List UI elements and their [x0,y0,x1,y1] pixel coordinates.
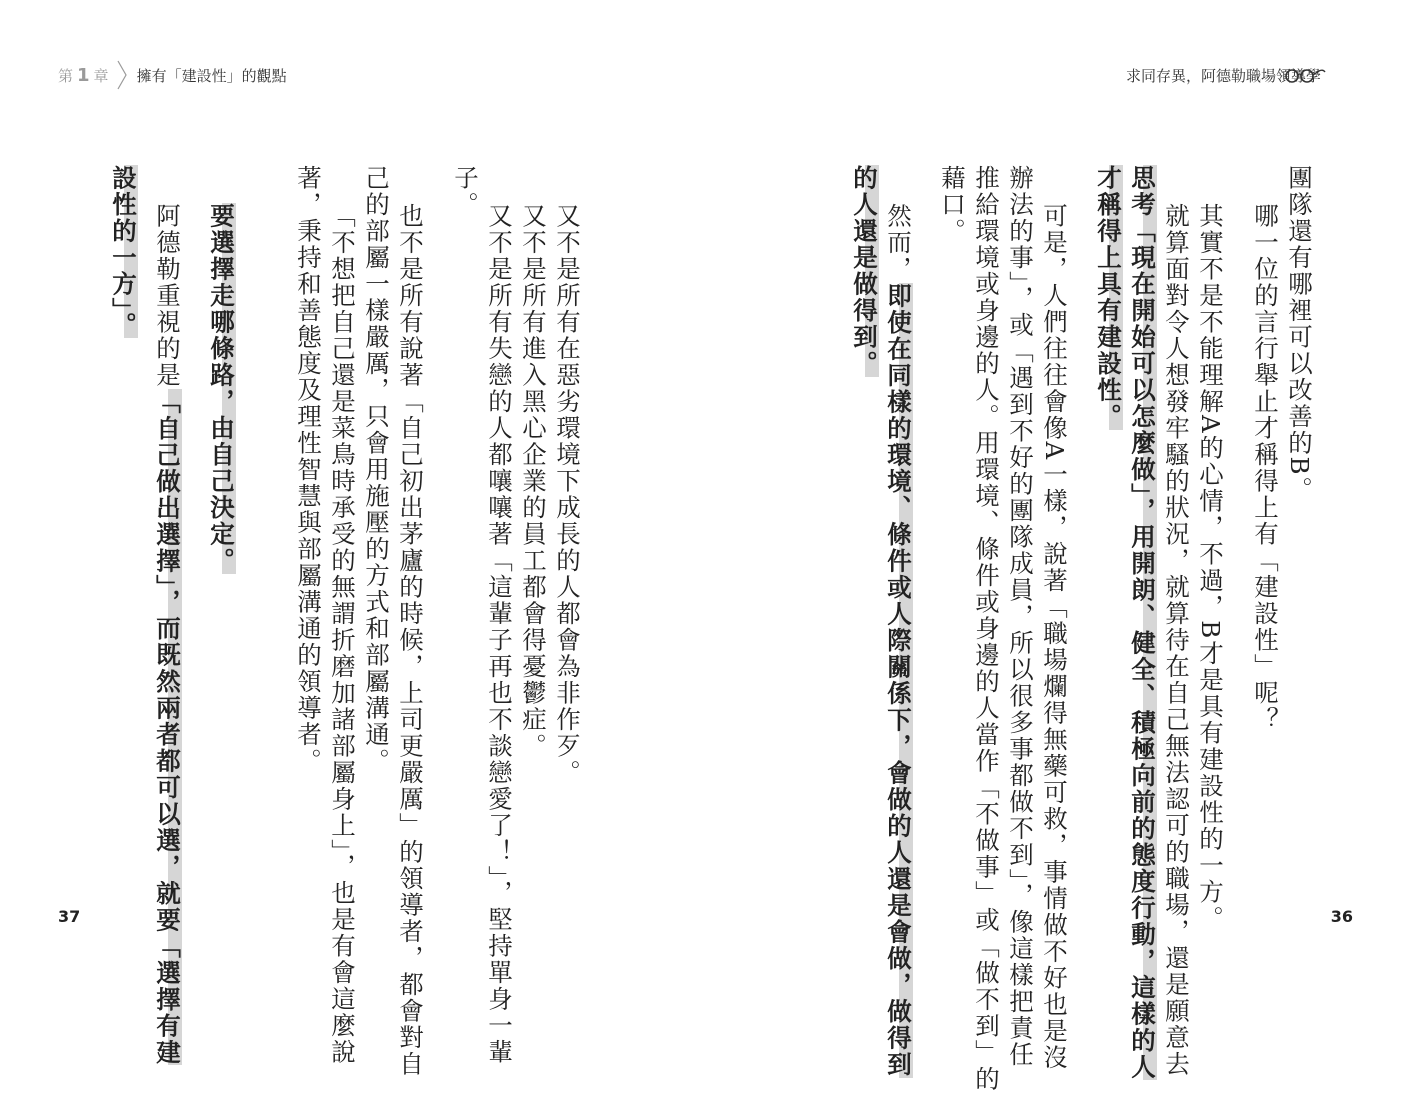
highlight-think: 思考「現在開始可以怎麼做」，用開朗、健全、積極向前的態度行動，這樣的人 [1128,165,1157,1081]
left-col-7: 「不想把自己還是菜鳥時承受的無謂折磨加諸部屬身上」，也是有會這麼說 [328,203,357,1066]
left-col-6: 己的部屬一樣嚴厲，只會用施壓的方式和部屬溝通。 [362,165,391,775]
highlight-constructive: 才稱得上具有建設性。 [1094,165,1123,430]
right-col-9: 推給環境或身邊的人。用環境、條件或身邊的人當作「不做事」或「做不到」的 [972,165,1001,1093]
right-col-12 [847,165,881,377]
left-col-10: 阿德勒重視的是「自己做出選擇」，而既然兩者都可以選，就要「選擇有建 [153,203,182,1066]
left-col-2: 又不是所有進入黑心企業的員工都會得憂鬱症。 [519,203,548,760]
highlight-adler: 「自己做出選擇」，而既然兩者都可以選，就要「選擇有建 [153,388,182,1066]
right-col-3: 其實不是不能理解A的心情，不過，B才是具有建設性的一方。 [1196,203,1225,932]
highlight-constructive-side: 設性的一方」。 [109,165,138,339]
left-col-4: 子。 [451,165,480,218]
chapter-title: 擁有「建設性」的觀點 [136,66,287,85]
chapter-number: 1 [77,64,90,86]
highlight-choice: 要選擇走哪條路，由自己決定。 [207,203,236,574]
chevron-right-icon [115,59,129,91]
chapter-header [58,64,287,86]
right-col-10: 藉口。 [938,165,967,245]
right-page [705,0,1409,1093]
right-col-11: 然而，即使在同樣的環境、條件或人際關係下，會做的人還是會做，做得到 [884,203,913,1078]
left-col-1: 又不是所有在惡劣環境下成長的人都會為非作歹。 [553,203,582,786]
highlight-even-same: 即使在同樣的環境、條件或人際關係下，會做的人還是會做，做得到 [884,282,913,1078]
left-col-11 [106,165,140,338]
left-col-3: 又不是所有失戀的人都嚷嚷著「這輩子再也不談戀愛了！」，堅持單身一輩 [485,203,514,1066]
highlight-can-do: 的人還是做得到。 [850,165,879,377]
glasses-icon [1284,66,1326,84]
left-col-8: 著，秉持和善態度及理性智慧與部屬溝通的領導者。 [294,165,323,775]
left-col-5: 也不是所有說著「自己初出茅廬的時候，上司更嚴厲」的領導者，都會對自 [396,203,425,1078]
right-col-5 [1125,165,1159,1080]
right-col-2: 哪一位的言行舉止才稱得上有「建設性」呢？ [1251,203,1280,733]
right-col-6 [1091,165,1125,430]
right-col-1: 團隊還有哪裡可以改善的B。 [1285,165,1314,504]
right-col-4: 就算面對令人想發牢騷的狀況，就算待在自己無法認可的職場，還是願意去 [1162,203,1191,1078]
page-number-right: 36 [1330,907,1353,926]
book-title: 求同存異，阿德勒職場領導學 [1125,66,1321,85]
chapter-label: 第 1 章 [58,64,109,86]
page-number-left: 37 [58,907,81,926]
left-page [0,0,704,1078]
right-col-7: 可是，人們往往會像A一樣，說著「職場爛得無藥可救，事情做不好也是沒 [1040,203,1069,1071]
left-col-9 [204,203,238,574]
right-col-8: 辦法的事」，或「遇到不好的團隊成員，所以很多事都做不到」，像這樣把責任 [1006,165,1035,1068]
